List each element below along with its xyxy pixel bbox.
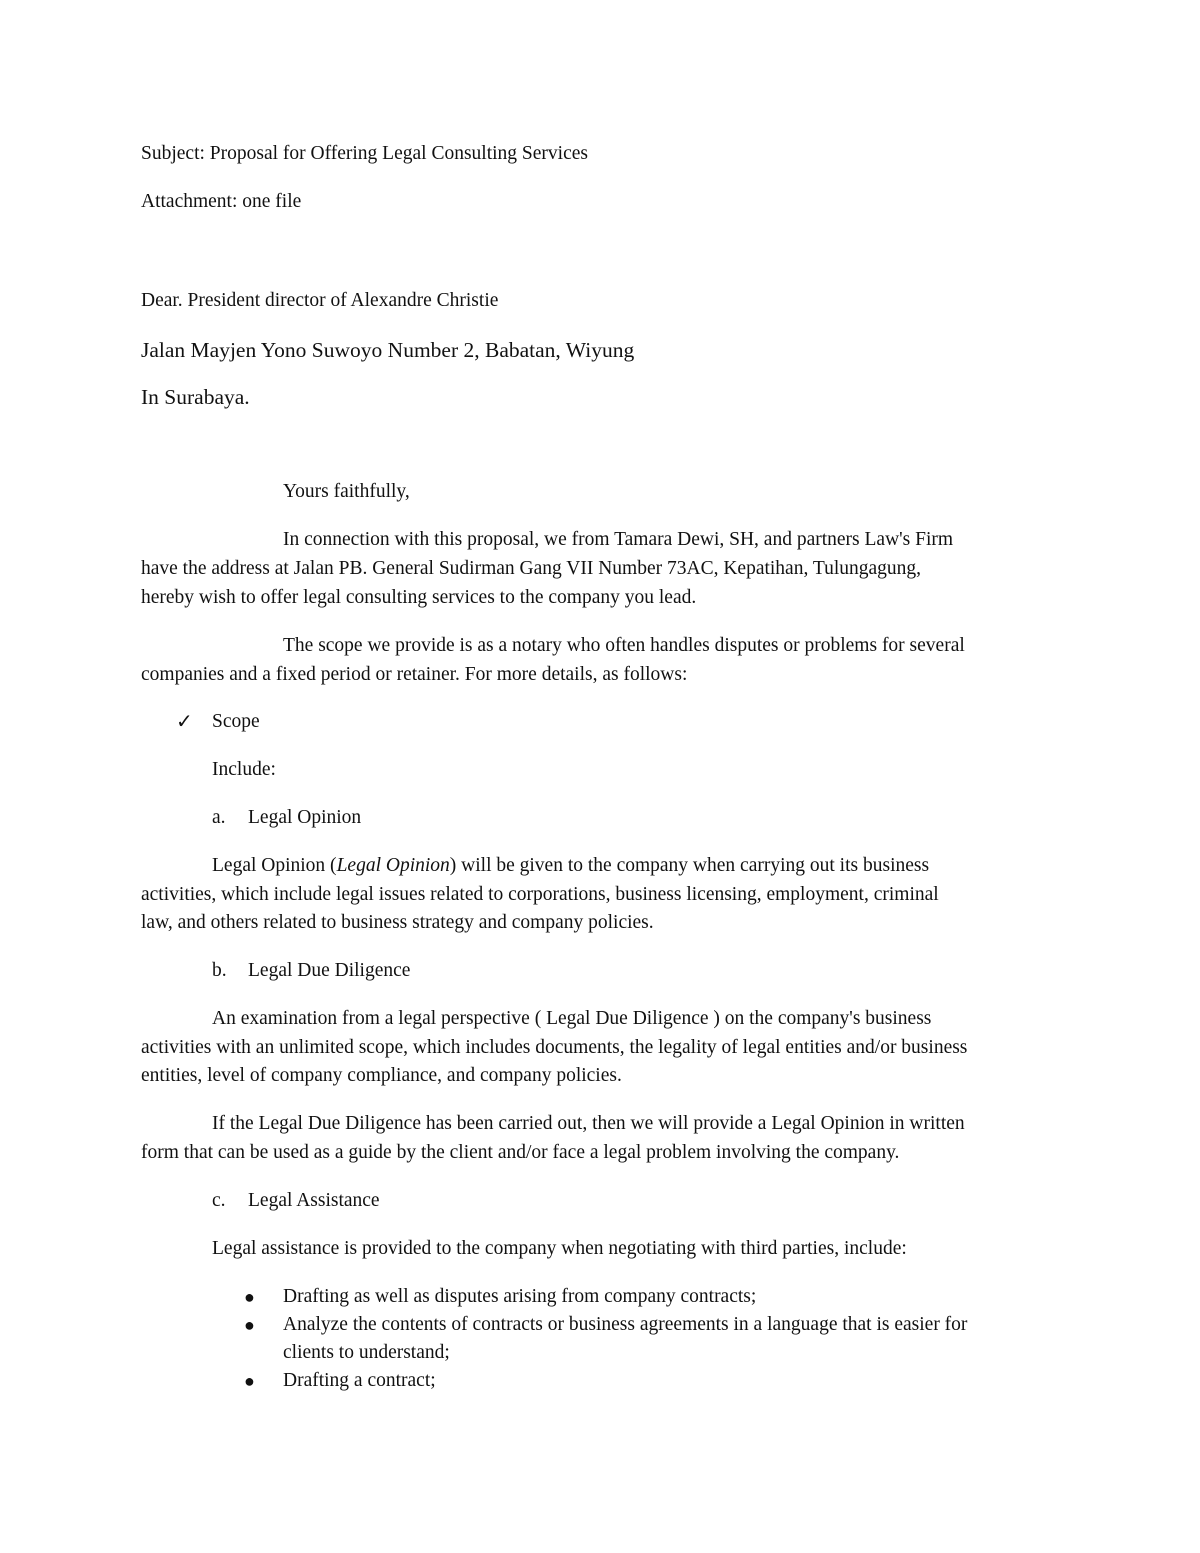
section-a-paragraph-line-2: activities, which include legal issues related to corporations, business licensing, employment, criminal: [141, 884, 939, 905]
section-a-paragraph-line-1: Legal Opinion (Legal Opinion) will be given to the company when carrying out its business: [212, 855, 930, 876]
salutation-line: Dear. President director of Alexandre Christie: [141, 290, 499, 311]
section-a-marker: a.: [212, 807, 226, 828]
section-b-paragraph2-line-1: If the Legal Due Diligence has been carried out, then we will provide a Legal Opinion in written: [212, 1113, 965, 1134]
intro-line-2: have the address at Jalan PB. General Sudirman Gang VII Number 73AC, Kepatihan, Tulungagung,: [141, 558, 922, 579]
intro-line-3: hereby wish to offer legal consulting services to the company you lead.: [141, 587, 697, 608]
check-icon: ✓: [176, 709, 193, 733]
section-b-paragraph2-line-2: form that can be used as a guide by the client and/or face a legal problem involving the company.: [141, 1142, 900, 1163]
section-a-title: Legal Opinion: [248, 807, 362, 828]
subject-line: Subject: Proposal for Offering Legal Consulting Services: [141, 143, 588, 164]
section-c-marker: c.: [212, 1190, 226, 1211]
section-b-title: Legal Due Diligence: [248, 960, 411, 981]
closing-line: Yours faithfully,: [283, 481, 410, 502]
list-item-continuation: clients to understand;: [283, 1342, 450, 1363]
recipient-city: In Surabaya.: [141, 385, 250, 409]
scope-intro-line-2: companies and a fixed period or retainer. For more details, as follows:: [141, 664, 688, 685]
section-a-paragraph-line-3: law, and others related to business strategy and company policies.: [141, 912, 654, 933]
section-b-marker: b.: [212, 960, 227, 981]
intro-line-1: In connection with this proposal, we from Tamara Dewi, SH, and partners Law's Firm: [283, 529, 954, 550]
include-label: Include:: [212, 759, 276, 780]
section-c-intro: Legal assistance is provided to the company when negotiating with third parties, include:: [212, 1238, 907, 1259]
recipient-address: Jalan Mayjen Yono Suwoyo Number 2, Babatan, Wiyung: [141, 338, 635, 362]
section-b-paragraph-line-2: activities with an unlimited scope, which includes documents, the legality of legal entities and/or business: [141, 1037, 968, 1058]
bullet-icon: ●: [244, 1371, 255, 1391]
section-b-paragraph-line-1: An examination from a legal perspective ( Legal Due Diligence ) on the company's business: [212, 1008, 932, 1029]
attachment-line: Attachment: one file: [141, 191, 302, 212]
scope-heading: Scope: [212, 711, 260, 732]
bullet-icon: ●: [244, 1315, 255, 1335]
scope-intro-line-1: The scope we provide is as a notary who often handles disputes or problems for several: [283, 635, 965, 656]
list-item: Analyze the contents of contracts or business agreements in a language that is easier for: [283, 1314, 968, 1335]
legal-opinion-italic: Legal Opinion: [336, 855, 450, 876]
list-item: Drafting as well as disputes arising from company contracts;: [283, 1286, 757, 1307]
list-item: Drafting a contract;: [283, 1370, 436, 1391]
section-c-title: Legal Assistance: [248, 1190, 380, 1211]
bullet-icon: ●: [244, 1287, 255, 1307]
section-b-paragraph-line-3: entities, level of company compliance, and company policies.: [141, 1065, 622, 1086]
